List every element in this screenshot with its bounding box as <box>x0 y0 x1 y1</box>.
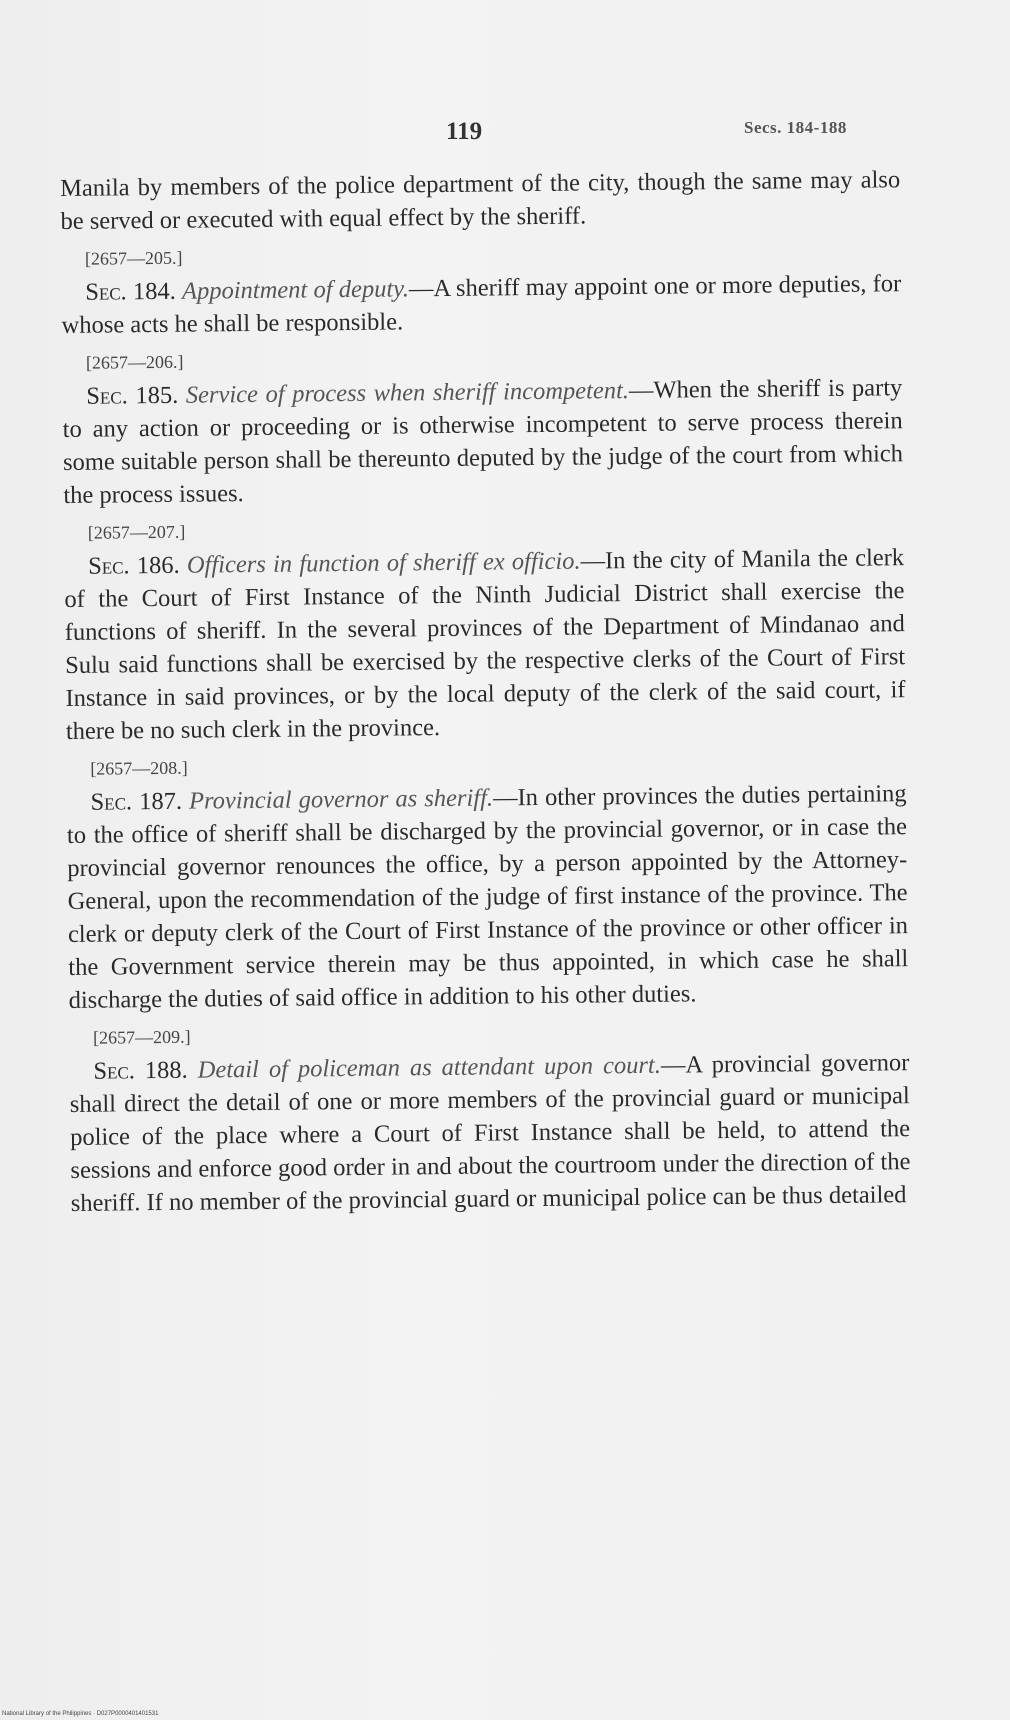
citation-184: [2657—205.] <box>84 247 183 269</box>
section-184 <box>61 267 902 342</box>
section-title: Provincial governor as sheriff. <box>188 784 494 815</box>
section-text: —In other provinces the duties pertaining to the office of sheriff shall be discharged by the provincial governor, or in case the provincial governor renounces the office, by a person appointed by the Attorney-General, upon the recommendation of the judge of first instance of the province. The clerk or deputy clerk of the Court of First Instance of the province or other officer in the Government service therein may be thus appointed, in which case he shall discharge the duties of said office in addition to his other duties. <box>66 780 909 1014</box>
section-text: —In the city of Manila the clerk of the Court of First Instance of the Ninth Judicial District shall exercise the functions of sheriff. In the several provinces of the Department of Mindanao and Sulu said functions shall be exercised by the respective clerks of the Court of First Instance in said provinces, or by the local deputy of the clerk of the said court, if there be no such clerk in the province. <box>64 544 906 745</box>
section-title: Detail of policeman as attendant upon court. <box>197 1051 662 1084</box>
page-number: 119 <box>446 118 483 145</box>
section-title: Officers in function of sheriff ex officio. <box>186 547 581 579</box>
citation-185: [2657—206.] <box>85 351 184 373</box>
section-label: Sec. 188. <box>93 1056 188 1085</box>
section-title: Service of process when sheriff incompetent. <box>185 377 630 409</box>
section-label: Sec. 187. <box>90 787 183 816</box>
section-185 <box>62 371 903 512</box>
citation-186: [2657—207.] <box>87 521 186 543</box>
footer-caption: National Library of the Philippines · D027P0000401401531 <box>2 1711 159 1717</box>
section-text: —A sheriff may appoint one or more deputies, for whose acts he shall be responsible. <box>61 270 902 339</box>
citation-187: [2657—208.] <box>90 757 188 779</box>
page-header <box>0 118 1010 154</box>
body-text <box>60 163 911 1220</box>
continuation-paragraph: Manila by members of the police department of the city, though the same may also be served or executed with equal effect by the sheriff. <box>60 166 901 235</box>
section-text: —A provincial governor shall direct the detail of one or more members of the provincial guard or municipal police of the place where a Court of First Instance shall be held, to attend the sessions and enforce good order in and about the courtroom under the direction of the sheriff. If no member of the provincial guard or municipal police can be thus detailed <box>69 1049 911 1217</box>
section-label: Sec. 184. <box>85 277 176 306</box>
citation-188: [2657—209.] <box>92 1026 191 1048</box>
section-title: Appointment of deputy. <box>181 275 410 305</box>
section-label: Sec. 185. <box>86 381 179 410</box>
section-label: Sec. 186. <box>87 551 180 580</box>
section-186 <box>64 541 906 748</box>
section-188 <box>69 1046 911 1220</box>
section-187 <box>66 777 908 1017</box>
running-head: Secs. 184-188 <box>744 118 847 137</box>
section-text: —When the sheriff is party to any action or proceeding or is otherwise incompetent to serve process therein some suitable person shall be thereunto deputed by the judge of the court from which the process issues. <box>62 374 904 509</box>
